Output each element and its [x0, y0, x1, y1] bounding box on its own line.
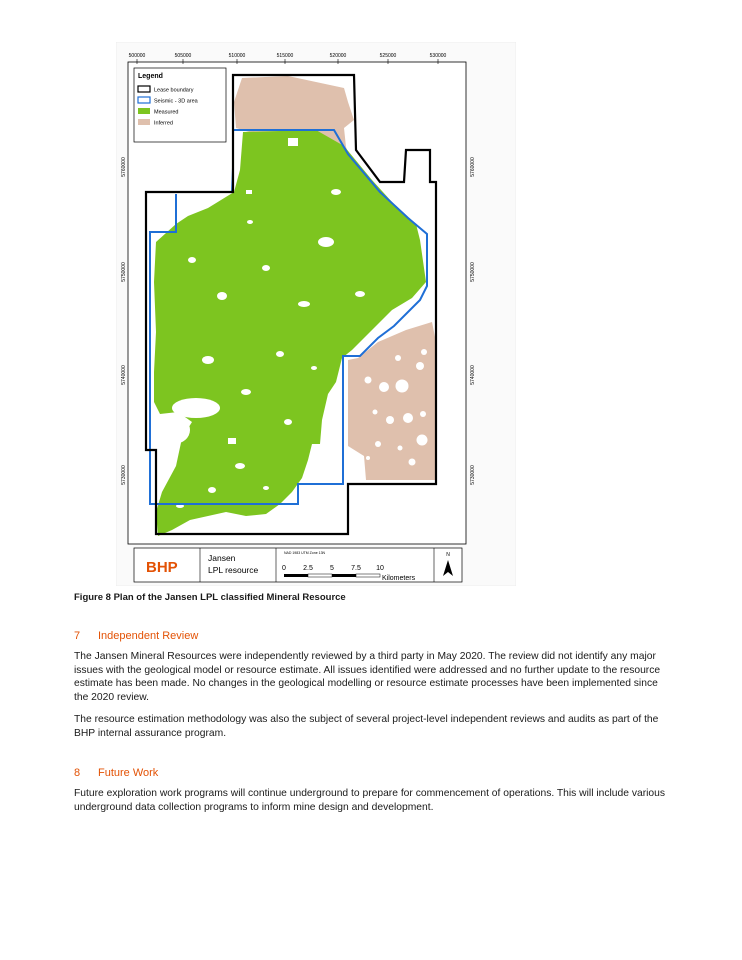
figure-caption: Figure 8 Plan of the Jansen LPL classified Mineral Resource [74, 592, 346, 603]
paragraph: The Jansen Mineral Resources were independently reviewed by a third party in May 2020. The review did not identify any major issues with the geological model or resource estimate. All issues identified were addressed and no further update to the resource estimate has been made. No changes in the geological modelling or resource estimate processes have been implemented since the 2020 review. [74, 651, 661, 703]
scale-unit: Kilometers [382, 575, 416, 582]
right-tick-label: 5750000 [470, 262, 476, 282]
legend-label: Lease boundary [154, 87, 194, 94]
paragraph: Future exploration work programs will continue underground to prepare for commencement of operations. This will include various underground data collection programs to inform mine design and development. [74, 788, 666, 813]
legend-swatch-measured [138, 108, 150, 114]
section-number: 7 [74, 630, 81, 642]
paragraph: The resource estimation methodology was also the subject of several project-level independent reviews and audits as part of the BHP internal assurance program. [74, 714, 659, 739]
scale-label: 7.5 [351, 565, 361, 572]
legend-label: Inferred [154, 120, 173, 127]
section-title: Independent Review [98, 630, 199, 642]
right-tick-label: 5760000 [470, 157, 476, 177]
title-line-1: Jansen [208, 553, 236, 563]
top-tick-label: 520000 [329, 53, 347, 59]
bhp-logo: BHP [146, 559, 178, 576]
left-tick-label: 5740000 [121, 365, 127, 385]
legend-swatch-lease [138, 86, 150, 92]
legend-swatch-inferred [138, 119, 150, 125]
resource-map-figure [116, 42, 516, 586]
legend-title: Legend [138, 73, 163, 80]
projection-label: NAD 1983 UTM Zone 13N [284, 551, 326, 555]
top-tick-label: 500000 [128, 53, 146, 59]
top-tick-label: 515000 [276, 53, 294, 59]
section-number: 8 [74, 767, 81, 779]
left-tick-label: 5760000 [121, 157, 127, 177]
scale-label: 5 [330, 565, 334, 572]
resource-map [116, 42, 516, 586]
section-heading-future-work [74, 767, 158, 779]
map-legend [134, 68, 226, 142]
scale-label: 2.5 [303, 565, 313, 572]
scale-label: 0 [282, 565, 286, 572]
right-tick-label: 5740000 [470, 365, 476, 385]
top-tick-label: 525000 [379, 53, 397, 59]
top-tick-label: 505000 [174, 53, 192, 59]
north-label: N [446, 552, 450, 558]
legend-label: Measured [154, 109, 179, 116]
top-tick-label: 510000 [228, 53, 246, 59]
scale-label: 10 [376, 565, 384, 572]
title-line-2: LPL resource [208, 565, 259, 575]
legend-swatch-seismic [138, 97, 150, 103]
left-tick-label: 5750000 [121, 262, 127, 282]
legend-label: Seismic - 3D area [154, 98, 198, 105]
title-block [134, 548, 462, 582]
right-tick-label: 5730000 [470, 465, 476, 485]
section-heading-independent-review [74, 630, 198, 642]
section-title: Future Work [98, 767, 159, 779]
left-tick-label: 5730000 [121, 465, 127, 485]
top-tick-label: 530000 [429, 53, 447, 59]
